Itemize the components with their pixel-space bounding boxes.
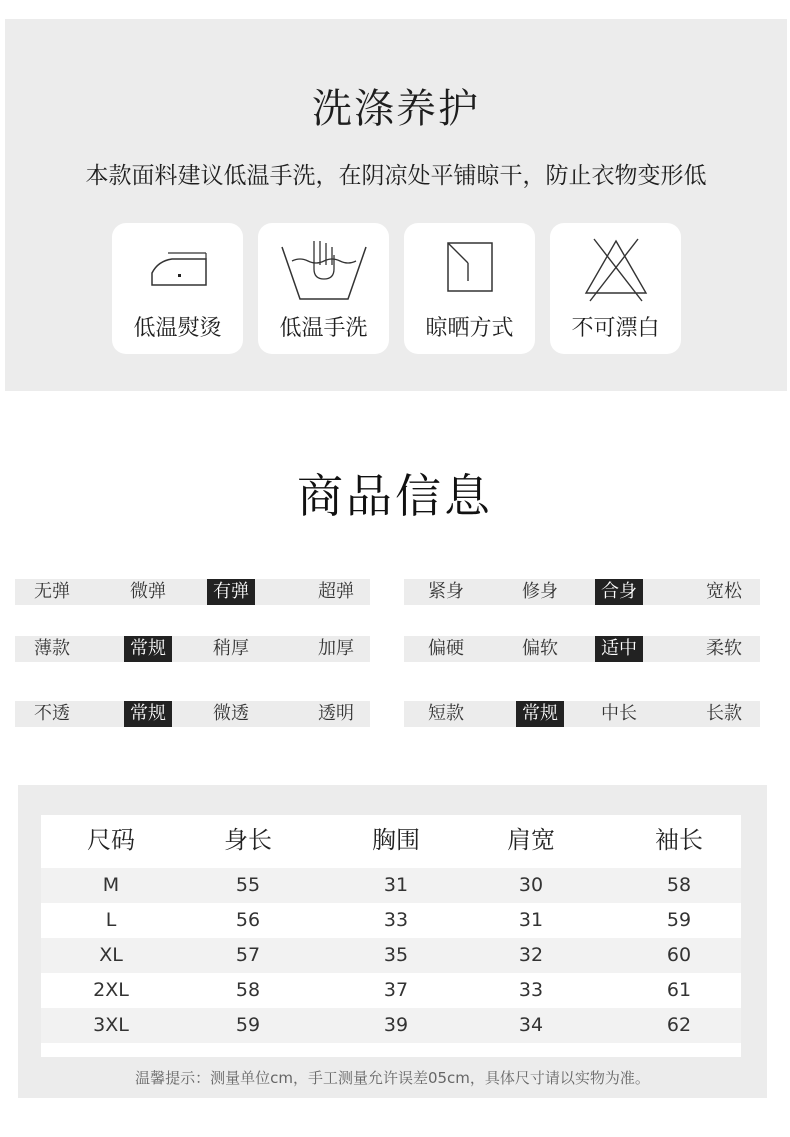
attribute-row-left: [15, 579, 370, 605]
table-cell: 58: [666, 874, 692, 896]
header-cell: 袖长: [655, 826, 703, 854]
header-cell: 胸围: [372, 826, 420, 854]
table-cell: L: [105, 909, 117, 931]
attribute-row-left: [15, 701, 370, 727]
attribute-option-selected: 常规: [516, 701, 564, 727]
table-cell: 57: [235, 944, 261, 966]
attribute-option-selected: 适中: [595, 636, 643, 662]
no-bleach-icon: [580, 235, 652, 305]
care-card-iron: [112, 223, 243, 354]
care-label: 晾晒方式: [425, 316, 514, 341]
table-cell: 55: [235, 874, 261, 896]
care-description: 本款面料建议低温手洗，在阴凉处平铺晾干，防止衣物变形低: [85, 163, 707, 189]
attribute-option-selected: 有弹: [207, 579, 255, 605]
table-cell: XL: [99, 944, 123, 966]
size-table: [41, 815, 741, 1057]
size-table-header: [41, 815, 741, 865]
attribute-option: 不透: [34, 703, 70, 724]
table-cell: 30: [518, 874, 544, 896]
table-cell: 31: [383, 874, 409, 896]
dry-flat-icon: [440, 235, 500, 299]
attribute-option: 中长: [601, 703, 637, 724]
table-cell: M: [102, 874, 120, 896]
table-row: [41, 868, 741, 903]
table-row: [41, 973, 741, 1008]
attribute-option: 稍厚: [213, 638, 249, 659]
attribute-option: 透明: [318, 703, 354, 724]
care-label: 低温手洗: [279, 316, 368, 341]
table-row: [41, 903, 741, 938]
attribute-option: 薄款: [34, 638, 70, 659]
attribute-option: 柔软: [706, 638, 742, 659]
table-cell: 33: [518, 979, 544, 1001]
attribute-option-selected: 常规: [124, 636, 172, 662]
table-row: [41, 1008, 741, 1043]
table-cell: 61: [666, 979, 692, 1001]
attribute-row-right: [404, 579, 760, 605]
table-cell: 56: [235, 909, 261, 931]
table-cell: 33: [383, 909, 409, 931]
attribute-row-left: [15, 636, 370, 662]
table-cell: 35: [383, 944, 409, 966]
care-label: 低温熨烫: [133, 316, 222, 341]
attribute-option: 加厚: [318, 638, 354, 659]
product-info-title: 商品信息: [297, 469, 493, 523]
table-cell: 59: [666, 909, 692, 931]
table-cell: 3XL: [93, 1014, 129, 1036]
table-cell: 39: [383, 1014, 409, 1036]
attribute-option: 微透: [213, 703, 249, 724]
care-section: [5, 19, 787, 391]
table-cell: 34: [518, 1014, 544, 1036]
attribute-row-right: [404, 636, 760, 662]
care-card-hand-wash: [258, 223, 389, 354]
care-title: 洗涤养护: [312, 86, 480, 132]
measurement-tip: 温馨提示：测量单位cm，手工测量允许误差05cm，具体尺寸请以实物为准。: [135, 1069, 650, 1087]
attribute-option: 偏硬: [428, 638, 464, 659]
header-cell: 尺码: [87, 826, 135, 854]
hand-wash-icon: [276, 235, 372, 305]
care-card-dry: [404, 223, 535, 354]
table-cell: 37: [383, 979, 409, 1001]
table-cell: 62: [666, 1014, 692, 1036]
attribute-option: 偏软: [522, 638, 558, 659]
header-cell: 身长: [224, 826, 272, 854]
attribute-option: 无弹: [34, 581, 70, 602]
attribute-option-selected: 常规: [124, 701, 172, 727]
attribute-option-selected: 合身: [595, 579, 643, 605]
attribute-option: 长款: [706, 703, 742, 724]
table-row: [41, 938, 741, 973]
table-cell: 59: [235, 1014, 261, 1036]
care-card-bleach: [550, 223, 681, 354]
attribute-option: 微弹: [130, 581, 166, 602]
table-cell: 58: [235, 979, 261, 1001]
table-cell: 32: [518, 944, 544, 966]
care-label: 不可漂白: [571, 316, 660, 341]
attribute-option: 紧身: [428, 581, 464, 602]
table-cell: 60: [666, 944, 692, 966]
table-cell: 2XL: [93, 979, 129, 1001]
attribute-option: 宽松: [706, 581, 742, 602]
header-cell: 肩宽: [507, 826, 555, 854]
attribute-option: 修身: [522, 581, 558, 602]
iron-low-temp-icon: [138, 235, 218, 295]
attribute-row-right: [404, 701, 760, 727]
table-cell: 31: [518, 909, 544, 931]
size-chart: [18, 785, 767, 1098]
attribute-option: 短款: [428, 703, 464, 724]
attribute-option: 超弹: [318, 581, 354, 602]
